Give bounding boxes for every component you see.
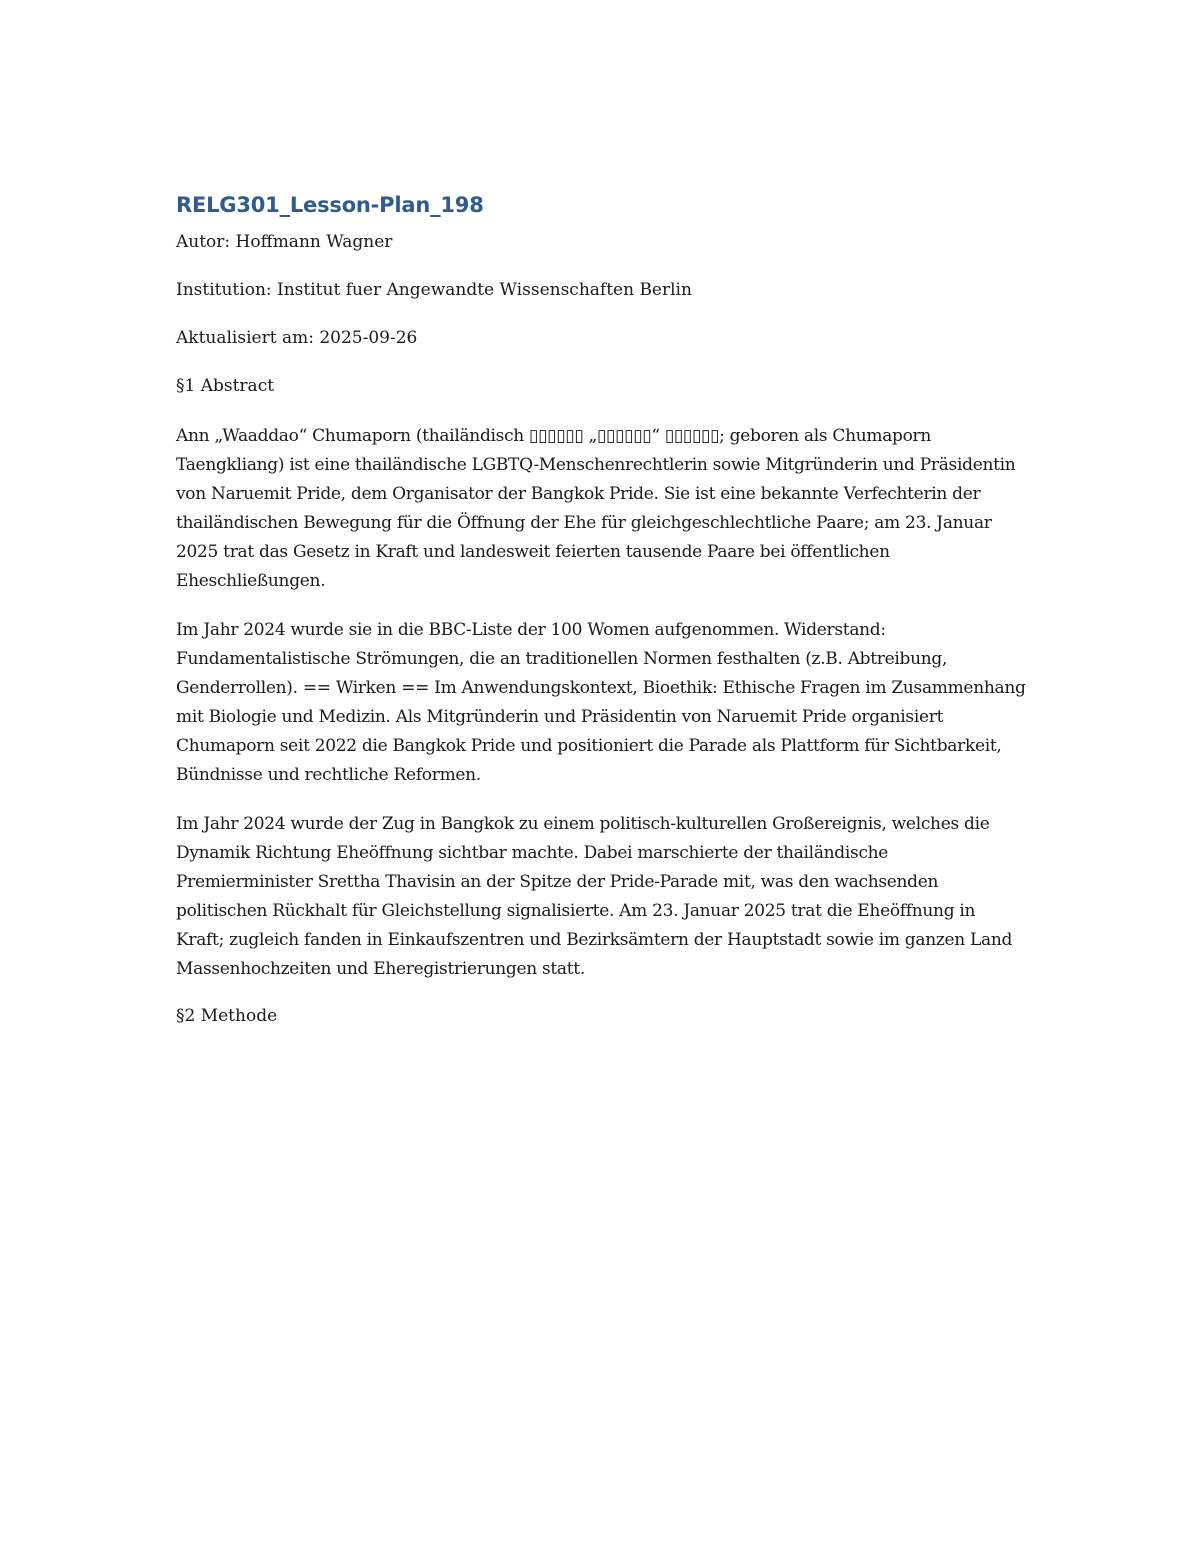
section-heading-methode: §2 Methode: [176, 1006, 278, 1026]
updated-line: Aktualisiert am: 2025-09-26: [176, 328, 418, 348]
paragraph: Im Jahr 2024 wurde sie in die BBC-Liste der 100 Women aufgenommen. Widerstand: Fundamentalistische Strömungen, die an traditionellen Normen festhalten (z.B. Abtreibung, Genderrollen). == Wirken == Im Anwendungskontext, Bioethik: Ethische Fragen im Zusammenhang mit Biologie und Medizin. Als Mitgründerin und Präsidentin von Naruemit Pride organisiert Chumaporn seit 2022 die Bangkok Pride und positioniert die Parade als Plattform für Sichtbarkeit, Bündnisse und rechtliche Reformen.: [176, 620, 1026, 785]
document-title: RELG301_Lesson-Plan_198: [176, 193, 484, 217]
paragraph: Ann „Waaddao“ Chumaporn (thailändisch ▯▯▯▯▯▯ „▯▯▯▯▯▯“ ▯▯▯▯▯▯; geboren als Chumaporn Taengkliang) ist eine thailändische LGBTQ-Menschenrechtlerin sowie Mitgründerin und Präsidentin von Naruemit Pride, dem Organisator der Bangkok Pride. Sie ist eine bekannte Verfechterin der thailändischen Bewegung für die Öffnung der Ehe für gleichgeschlechtliche Paare; am 23. Januar 2025 trat das Gesetz in Kraft und landesweit feierten tausende Paare bei öffentlichen Eheschließungen.: [176, 426, 1016, 591]
paragraph: Im Jahr 2024 wurde der Zug in Bangkok zu einem politisch-kulturellen Großereignis, welches die Dynamik Richtung Eheöffnung sichtbar machte. Dabei marschierte der thailändische Premierminister Srettha Thavisin an der Spitze der Pride-Parade mit, was den wachsenden politischen Rückhalt für Gleichstellung signalisierte. Am 23. Januar 2025 trat die Eheöffnung in Kraft; zugleich fanden in Einkaufszentren und Bezirksämtern der Hauptstadt sowie im ganzen Land Massenhochzeiten und Eheregistrierungen statt.: [176, 814, 1013, 979]
document-body: [176, 190, 1026, 1052]
institution-line: Institution: Institut fuer Angewandte Wissenschaften Berlin: [176, 280, 692, 300]
author-line: Autor: Hoffmann Wagner: [176, 232, 393, 252]
section-heading-abstract: §1 Abstract: [176, 376, 275, 396]
